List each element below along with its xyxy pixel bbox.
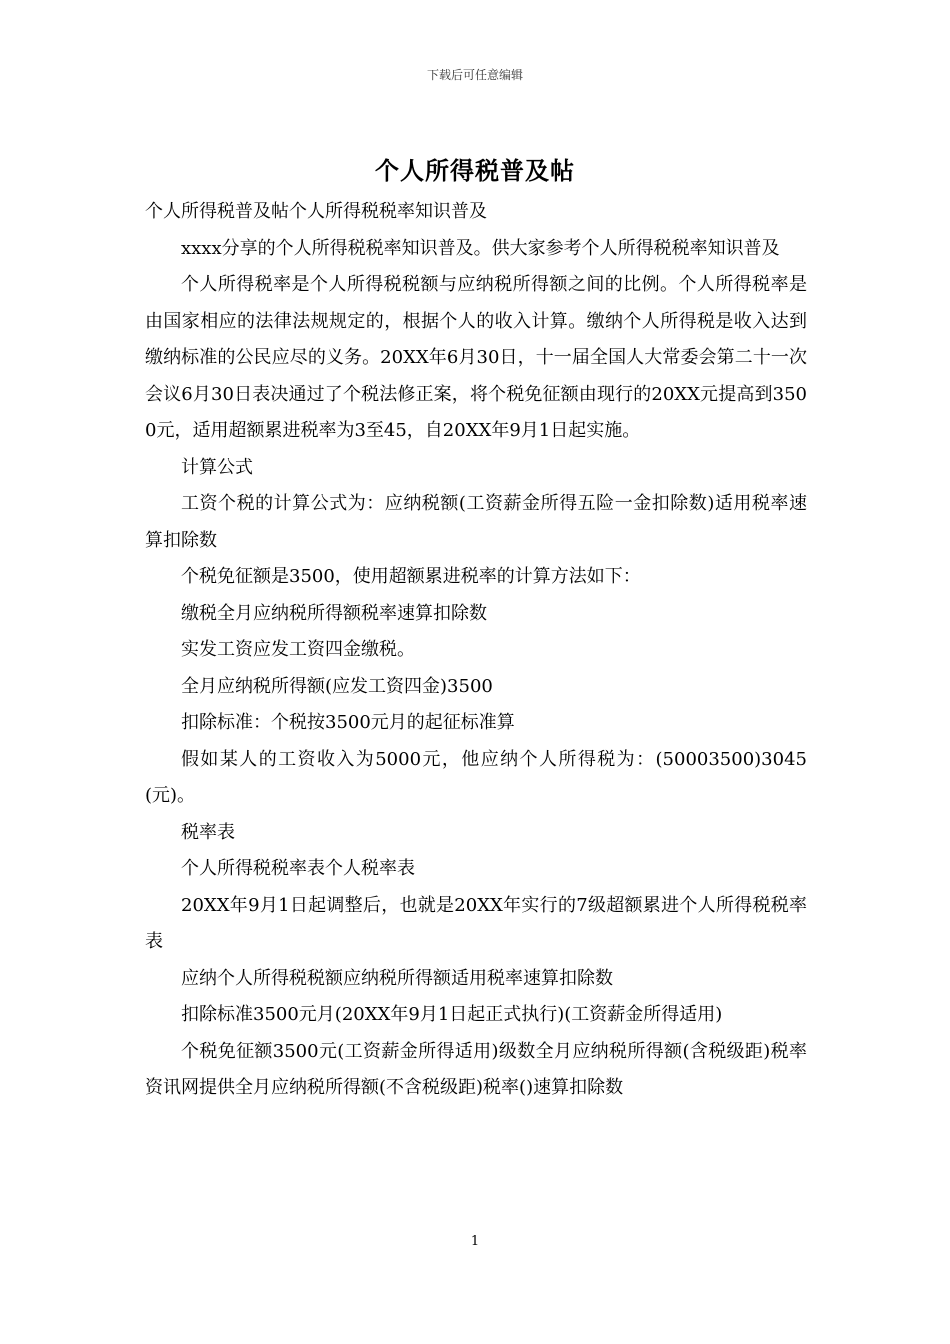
document-body xyxy=(145,194,807,1107)
paragraph: 扣除标准3500元月(20XX年9月1日起正式执行)(工资薪金所得适用) xyxy=(181,1004,723,1025)
paragraph: 应纳个人所得税税额应纳税所得额适用税率速算扣除数 xyxy=(181,967,613,989)
page-number: 1 xyxy=(470,1234,480,1249)
paragraph: 20XX年9月1日起调整后，也就是20XX年实行的7级超额累进个人所得税税率表 xyxy=(145,894,807,952)
paragraph-example: 假如某人的工资收入为5000元，他应纳个人所得税为：(50003500)3045(元)。 xyxy=(145,748,807,806)
paragraph: xxxx分享的个人所得税税率知识普及。供大家参考个人所得税税率知识普及 xyxy=(181,237,780,259)
paragraph: 个税免征额是3500，使用超额累进税率的计算方法如下： xyxy=(181,566,641,587)
paragraph: 个人所得税率是个人所得税税额与应纳税所得额之间的比例。个人所得税率是由国家相应的法律法规规定的，根据个人的收入计算。缴纳个人所得税是收入达到缴纳标准的公民应尽的义务。20XX年6月30日，十一届全国人大常委会第二十一次会议6月30日表决通过了个税法修正案，将个税免征额由现行的20XX元提高到3500元，适用超额累进税率为3至45，自20XX年9月1日起实施。 xyxy=(145,274,807,441)
paragraph: 扣除标准：个税按3500元月的起征标准算 xyxy=(181,712,515,733)
page-header-note: 下载后可任意编辑 xyxy=(426,68,523,82)
section-heading: 税率表 xyxy=(181,821,235,843)
paragraph: 实发工资应发工资四金缴税。 xyxy=(181,639,415,660)
paragraph: 工资个税的计算公式为：应纳税额(工资薪金所得五险一金扣除数)适用税率速算扣除数 xyxy=(145,493,807,551)
paragraph: 个人所得税普及帖个人所得税税率知识普及 xyxy=(145,201,487,222)
paragraph: 个税免征额3500元(工资薪金所得适用)级数全月应纳税所得额(含税级距)税率资讯网提供全月应纳税所得额(不含税级距)税率()速算扣除数 xyxy=(145,1040,807,1098)
document-title: 个人所得税普及帖 xyxy=(375,156,575,185)
section-heading: 计算公式 xyxy=(181,456,253,478)
paragraph: 全月应纳税所得额(应发工资四金)3500 xyxy=(181,675,493,697)
paragraph: 个人所得税税率表个人税率表 xyxy=(181,858,415,879)
paragraph: 缴税全月应纳税所得额税率速算扣除数 xyxy=(181,602,487,624)
